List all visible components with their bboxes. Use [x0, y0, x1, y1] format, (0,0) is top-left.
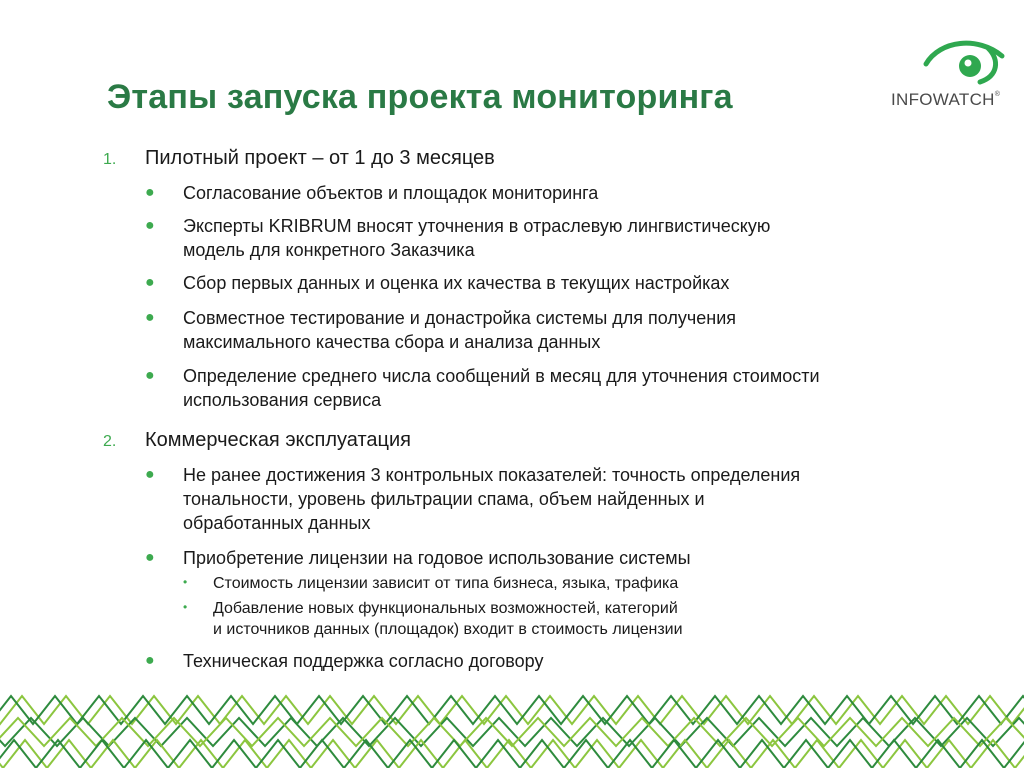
bullet-dot-icon: ● [145, 217, 155, 234]
section-number: 1. [103, 151, 117, 168]
bullet-dot-icon: ● [145, 367, 155, 384]
slide-title: Этапы запуска проекта мониторинга [107, 78, 733, 116]
decorative-zigzag-pattern [0, 688, 1024, 768]
section-heading: 2. Коммерческая эксплуатация [103, 429, 411, 451]
logo-wordmark: INFOWATCH® [891, 90, 1001, 109]
zigzag-line [0, 740, 1024, 768]
bullet-dot-icon: ● [145, 466, 155, 483]
eye-logo-icon [918, 36, 1008, 86]
zigzag-line [0, 696, 1024, 724]
bullet-dot-icon: ● [145, 309, 155, 326]
small-bullet-icon: • [183, 600, 188, 614]
bullet-dot-icon: ● [145, 652, 155, 669]
bullet-dot-icon: ● [145, 274, 155, 291]
infowatch-logo [888, 36, 1008, 116]
bullet-dot-icon: ● [145, 184, 155, 201]
section-heading: 1. Пилотный проект – от 1 до 3 месяцев [103, 147, 495, 169]
section-number: 2. [103, 433, 117, 450]
small-bullet-icon: • [183, 575, 188, 589]
bullet-dot-icon: ● [145, 549, 155, 566]
